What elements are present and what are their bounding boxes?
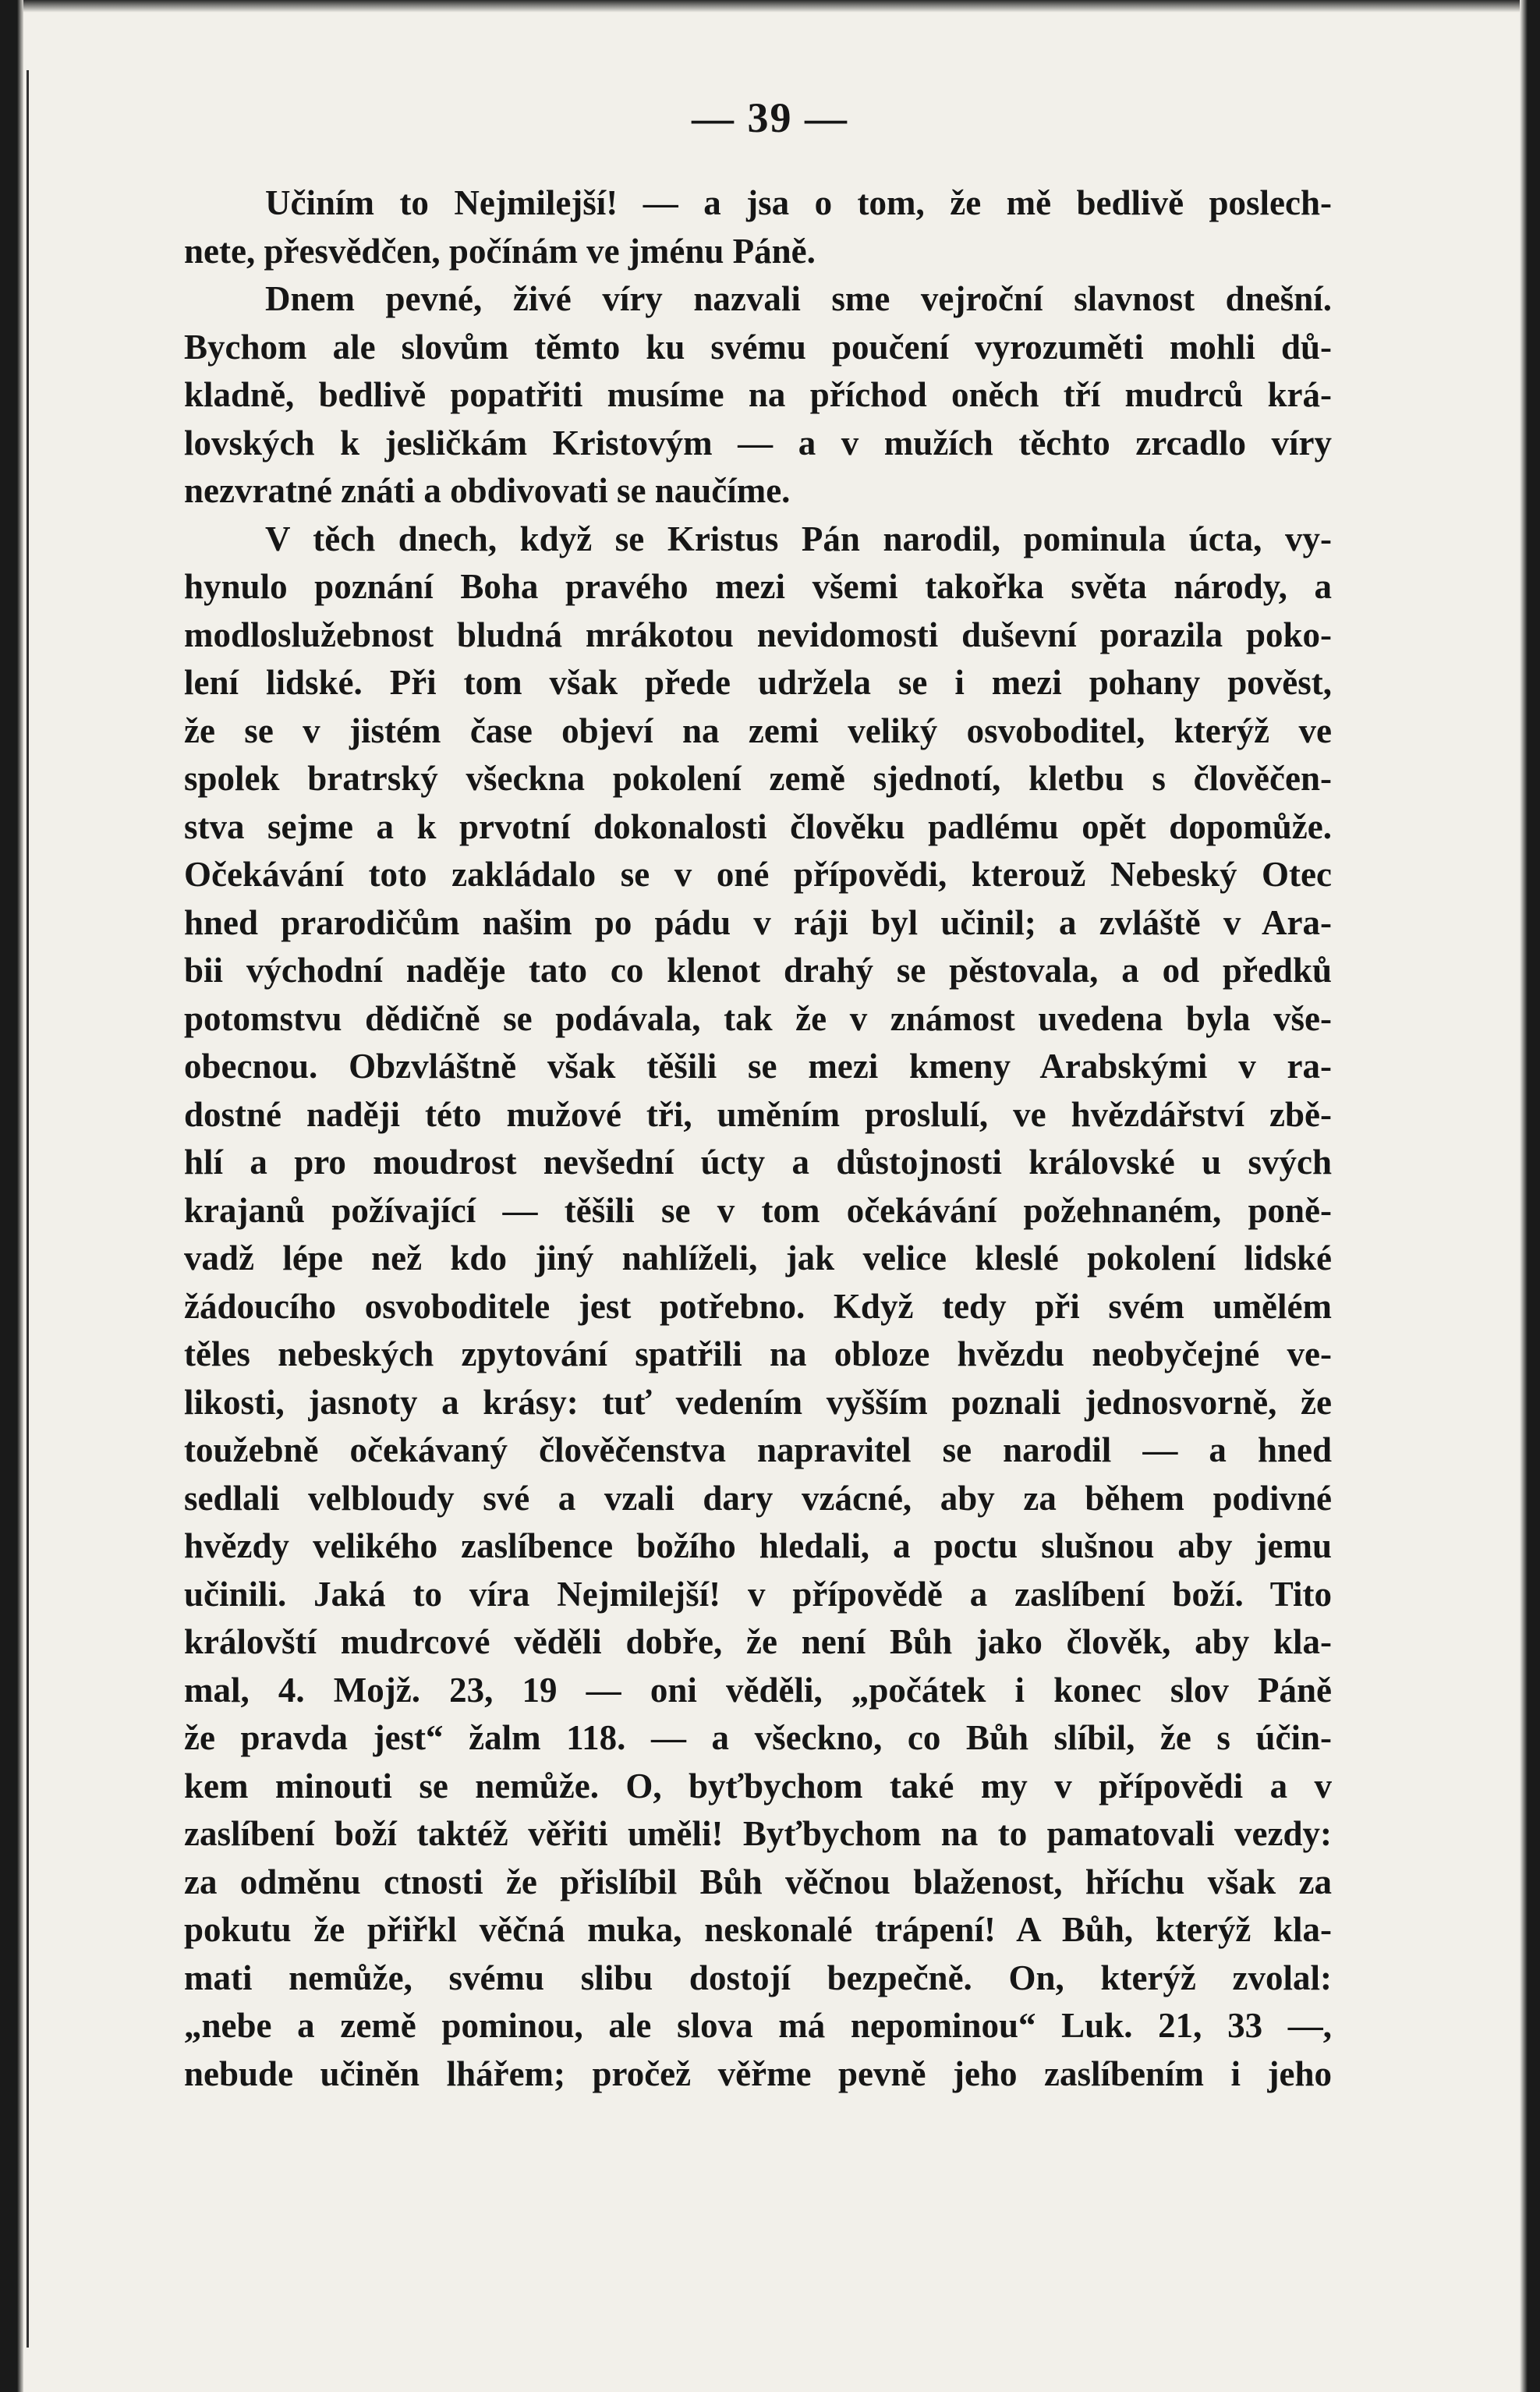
text-line: Bychom ale slovům těmto ku svému poučení vyrozuměti mohli dů- xyxy=(184,327,1332,367)
text-line: likosti, jasnoty a krásy: tuť vedením vyšším poznali jednosvorně, že xyxy=(184,1382,1332,1422)
text-line: za odměnu ctnosti že přislíbil Bůh věčnou blaženost, hříchu však za xyxy=(184,1862,1332,1901)
text-line: hynulo poznání Boha pravého mezi všemi takořka světa národy, a xyxy=(184,567,1332,606)
page-binding-edge xyxy=(27,70,29,2348)
text-line: že se v jistém čase objeví na zemi veliký osvoboditel, kterýž ve xyxy=(184,711,1332,750)
scan-border-top xyxy=(0,0,1540,12)
text-line: V těch dnech, když se Kristus Pán narodil, pominula úcta, vy- xyxy=(265,519,1332,558)
body-text xyxy=(184,179,1332,2098)
text-line: „nebe a země pominou, ale slova má nepominou“ Luk. 21, 33 —, xyxy=(184,2006,1332,2045)
text-line: nezvratné znáti a obdivovati se naučíme. xyxy=(184,471,791,510)
text-line: modloslužebnost bludná mrákotou nevidomosti duševní porazila poko- xyxy=(184,615,1332,654)
text-line: Očekávání toto zakládalo se v oné přípovědi, kterouž Nebeský Otec xyxy=(184,855,1332,894)
text-line: hvězdy velikého zaslíbence božího hledali, a poctu slušnou aby jemu xyxy=(184,1526,1332,1565)
text-line: žádoucího osvoboditele jest potřebno. Když tedy při svém umělém xyxy=(184,1286,1332,1326)
page-number: — 39 — xyxy=(692,94,848,141)
text-line: hned prarodičům našim po pádu v ráji byl učinil; a zvláště v Ara- xyxy=(184,902,1332,942)
text-line: pokutu že přiřkl věčná muka, neskonalé trápení! A Bůh, kterýž kla- xyxy=(184,1910,1332,1949)
text-line: zaslíbení boží taktéž věřiti uměli! Byťbychom na to pamatovali vezdy: xyxy=(184,1814,1332,1853)
text-line: vadž lépe než kdo jiný nahlíželi, jak velice kleslé pokolení lidské xyxy=(184,1239,1332,1278)
text-line: hlí a pro moudrost nevšední úcty a důstojnosti královské u svých xyxy=(184,1143,1332,1182)
text-line: krajanů požívající — těšili se v tom očekávání požehnaném, poně- xyxy=(184,1190,1332,1230)
text-line: kladně, bedlivě popatřiti musíme na příchod oněch tří mudrců krá- xyxy=(184,375,1332,414)
text-line: mati nemůže, svému slibu dostojí bezpečně. On, kterýž zvolal: xyxy=(184,1958,1332,1997)
text-line: potomstvu dědičně se podávala, tak že v známost uvedena byla vše- xyxy=(184,998,1332,1038)
text-line: kem minouti se nemůže. O, byťbychom také my v přípovědi a v xyxy=(184,1766,1332,1806)
text-line: dostné naději této mužové tři, uměním proslulí, ve hvězdářství zbě- xyxy=(184,1094,1332,1134)
text-line: Dnem pevné, živé víry nazvali sme vejroční slavnost dnešní. xyxy=(265,279,1332,318)
text-line: bii východní naděje tato co klenot drahý se pěstovala, a od předků xyxy=(184,951,1332,990)
scan-border-left xyxy=(0,0,23,2392)
scan-border-right xyxy=(1520,0,1540,2392)
text-line: královští mudrcové věděli dobře, že není Bůh jako člověk, aby kla- xyxy=(184,1622,1332,1661)
text-line: lení lidské. Při tom však přede udržela se i mezi pohany pověst, xyxy=(184,663,1332,702)
text-line: mal, 4. Mojž. 23, 19 — oni věděli, „počátek i konec slov Páně xyxy=(184,1670,1332,1710)
text-line: že pravda jest“ žalm 118. — a všeckno, co Bůh slíbil, že s účin- xyxy=(184,1718,1332,1757)
text-line: toužebně očekávaný člověčenstva napravitel se narodil — a hned xyxy=(184,1430,1332,1469)
text-line: nebude učiněn lhářem; pročež věřme pevně jeho zaslíbením i jeho xyxy=(184,2054,1332,2093)
text-line: sedlali velbloudy své a vzali dary vzácné, aby za během podivné xyxy=(184,1478,1332,1518)
text-line: obecnou. Obzvláštně však těšili se mezi kmeny Arabskými v ra- xyxy=(184,1047,1332,1086)
text-line: spolek bratrský všeckna pokolení země sjednotí, kletbu s člověčen- xyxy=(184,759,1332,798)
text-line: nete, přesvědčen, počínám ve jménu Páně. xyxy=(184,231,816,271)
text-line: stva sejme a k prvotní dokonalosti člověku padlému opět dopomůže. xyxy=(184,806,1332,846)
text-line: učinili. Jaká to víra Nejmilejší! v přípovědě a zaslíbení boží. Tito xyxy=(184,1574,1332,1614)
text-line: lovských k jesličkám Kristovým — a v mužích těchto zrcadlo víry xyxy=(184,423,1332,462)
text-line: těles nebeských zpytování spatřili na obloze hvězdu neobyčejné ve- xyxy=(184,1334,1332,1373)
text-line: Učiním to Nejmilejší! — a jsa o tom, že mě bedlivě poslech- xyxy=(265,183,1332,222)
